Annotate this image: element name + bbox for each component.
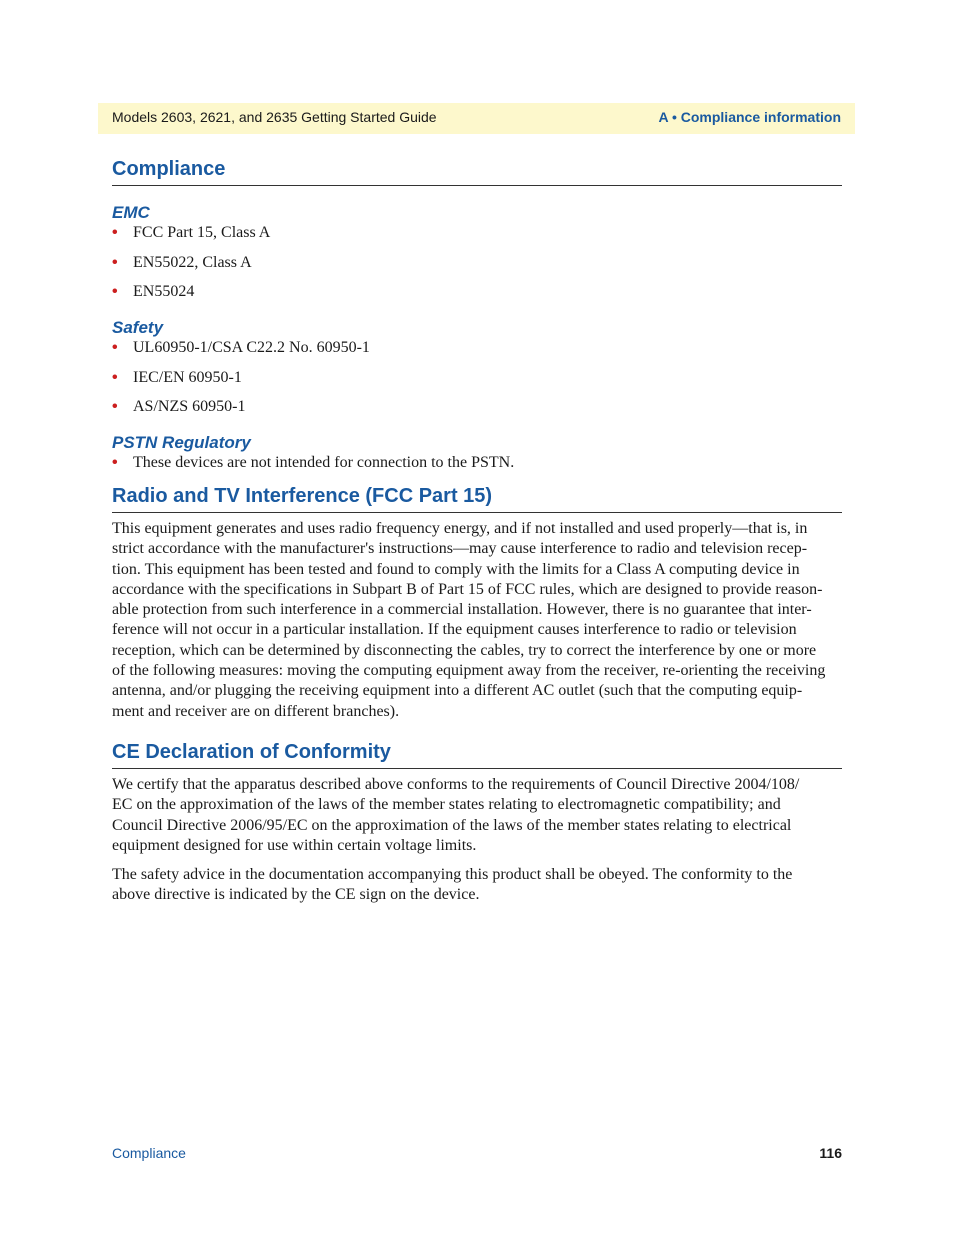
bullet-icon: • (112, 339, 118, 356)
emc-list (112, 223, 842, 302)
subheading-emc: EMC (112, 203, 150, 222)
list-item: • EN55024 (112, 283, 195, 300)
bullet-icon: • (112, 283, 118, 300)
list-item: • UL60950-1/CSA C22.2 No. 60950-1 (112, 339, 370, 356)
section-heading-compliance: Compliance (112, 158, 842, 186)
pstn-list (112, 453, 842, 473)
list-item: • These devices are not intended for connection to the PSTN. (112, 454, 515, 471)
subheading-pstn-regulatory: PSTN Regulatory (112, 433, 251, 452)
section-heading-ce-declaration: CE Declaration of Conformity (112, 741, 842, 769)
list-item: • EN55022, Class A (112, 253, 252, 271)
ce-paragraph-1: We certify that the apparatus described above conforms to the requirements of Council Directive 2004/108/ EC on the approximation of the laws of the member states relating to electromagnetic compatibility; and Council Directive 2006/95/EC on the approximation of the laws of the member states relating to electrical equipment designed for use within certain voltage limits. (112, 775, 800, 854)
bullet-icon: • (112, 224, 118, 241)
list-item: • IEC/EN 60950-1 (112, 368, 242, 386)
safety-list (112, 338, 842, 417)
footer-section-name: Compliance (112, 1145, 186, 1161)
bullet-icon: • (112, 368, 118, 386)
chapter-title: A • Compliance information (658, 109, 841, 125)
bullet-icon: • (112, 398, 118, 415)
bullet-icon: • (112, 454, 118, 471)
radio-paragraph: This equipment generates and uses radio frequency energy, and if not installed and used properly—that is, in strict accordance with the manufacturer's instructions—may cause interference to radio and television recep- tion. This equipment has been tested and found to comply with the limits for a Class A computing device in accordance with the specifications in Subpart B of Part 15 of FCC rules, which are designed to provide reason- able protection from such interference in a commercial installation. However, there is no guarantee that inter- ference will not occur in a particular installation. If the equipment causes interference to radio or television reception, which can be determined by disconnecting the cables, try to correct the interference by one or more of the following measures: moving the computing equipment away from the receiver, re-orienting the receiving antenna, and/or plugging the receiving equipment into a different AC outlet (such that the computing equip- ment and receiver are on different branches). (112, 520, 826, 720)
page-number: 116 (819, 1145, 842, 1161)
bullet-icon: • (112, 253, 118, 271)
ce-paragraph-2: The safety advice in the documentation accompanying this product shall be obeyed. The conformity to the above directive is indicated by the CE sign on the device. (112, 866, 793, 904)
guide-title: Models 2603, 2621, and 2635 Getting Started Guide (112, 109, 437, 125)
list-item: • FCC Part 15, Class A (112, 224, 271, 241)
running-header (98, 103, 855, 134)
page-content (112, 158, 842, 906)
list-item: • AS/NZS 60950-1 (112, 398, 246, 415)
section-heading-radio-tv: Radio and TV Interference (FCC Part 15) (112, 485, 842, 513)
subheading-safety: Safety (112, 318, 164, 337)
